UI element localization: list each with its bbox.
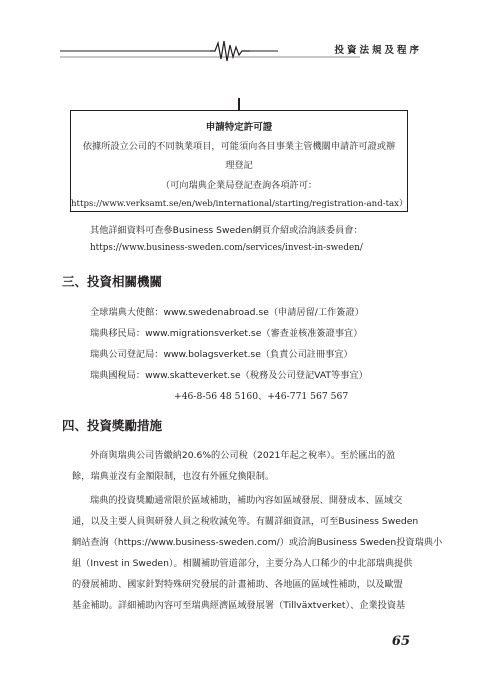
agency-item: 瑞典公司登記局：www.bolagsverket.se（負責公司註冊事宜）	[90, 349, 353, 360]
agency-item: 全球瑞典大使館：www.swedenabroad.se（申請居留/工作簽證）	[90, 307, 364, 318]
header-title: 投資法規及程序	[334, 45, 422, 56]
para1-line-2: 餘，瑞典並沒有金額限制，也沒有外匯兌換限制。	[72, 471, 275, 482]
permit-box-line-2: 理登記	[225, 160, 253, 171]
permit-box	[70, 110, 408, 212]
section-3-heading: 三、投資相關機關	[62, 274, 163, 289]
permit-box-line-1: 依據所設立公司的不同執業項目，可能須向各目事業主管機關申請許可證或辦	[82, 141, 396, 152]
para2-line-5: 的發展補助、國家針對特殊研究發展的計畫補助、各地區的區域性補助，以及歐盟	[72, 579, 403, 590]
header-rule	[60, 36, 360, 66]
para2-line-4: 組（Invest in Sweden）。相關補助管道部分，主要分為人口稀少的中北部瑞典提供	[72, 558, 413, 569]
para2-line-1: 瑞典的投資獎勵通常限於區域補助，補助內容如區域發展、開發成本、區域交	[90, 495, 403, 506]
agency-item: 瑞典移民局：www.migrationsverket.se（審查並核准簽證事宜）	[90, 328, 363, 339]
flow-connector	[238, 98, 240, 110]
para2-line-6: 基金補助。詳細補助內容可至瑞典經濟區域發展署（Tillväxtverket）、企業投資基	[72, 600, 406, 611]
page-number: 65	[391, 634, 410, 649]
agency-phone: +46-8-56 48 5160、+46-771 567 567	[174, 391, 349, 402]
after-box-link: https://www.business-sweden.com/services/invest-in-sweden/	[90, 243, 363, 253]
para2-line-2: 通，以及主要人員與研發人員之稅收減免等。有關詳細資訊，可至Business Sweden	[72, 516, 419, 527]
after-box-line-1: 其他詳細資料可查參Business Sweden網頁介紹或洽詢該委員會：	[90, 225, 363, 236]
para1-line-1: 外商與瑞典公司皆繳納20.6%的公司稅（2021年起之稅率）。至於匯出的盈	[90, 450, 396, 461]
permit-box-line-3: （可向瑞典企業局登記查詢各項許可：	[160, 180, 318, 191]
permit-box-link: https://www.verksamt.se/en/web/international/starting/registration-and-tax）	[71, 199, 408, 209]
para2-line-3: 網站查詢（https://www.business-sweden.com/）或洽詢Business Sweden投資瑞典小	[72, 537, 443, 548]
section-4-heading: 四、投資獎勵措施	[62, 418, 163, 433]
permit-box-title: 申請特定許可證	[205, 122, 273, 133]
agency-item: 瑞典國稅局：www.skatteverket.se（稅務及公司登記VAT等事宜）	[90, 370, 368, 381]
